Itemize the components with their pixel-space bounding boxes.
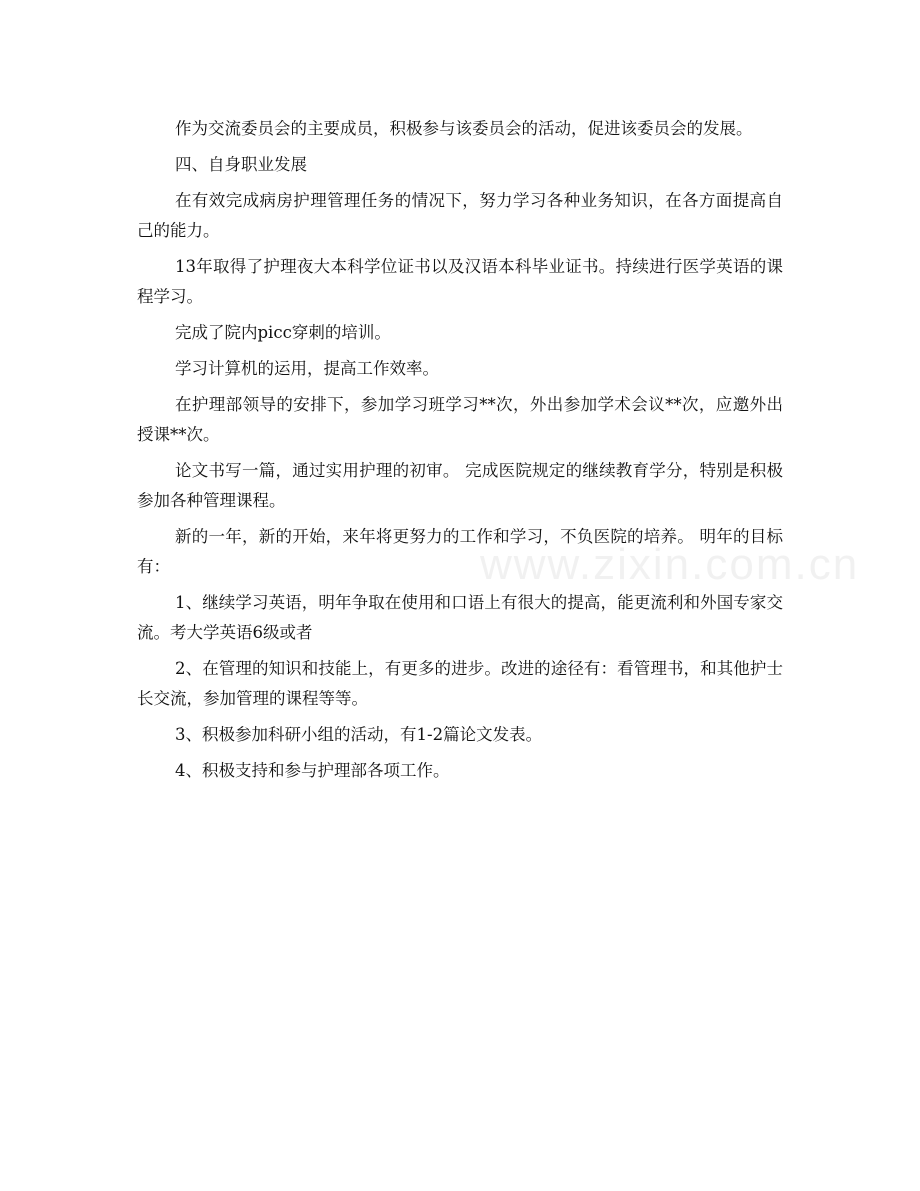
document-body [137,114,783,792]
section-heading: 四、自身职业发展 [175,155,307,174]
goal-item-3: 3、积极参加科研小组的活动，有1-2篇论文发表。 [175,725,543,744]
paragraph-7: 在护理部领导的安排下，参加学习班学习**次，外出参加学术会议**次，应邀外出授课**次。 [137,395,783,444]
goal-item-2: 2、在管理的知识和技能上，有更多的进步。改进的途径有：看管理书，和其他护士长交流，参加管理的课程等等。 [137,659,783,708]
paragraph-8: 论文书写一篇，通过实用护理的初审。 完成医院规定的继续教育学分，特别是积极参加各种管理课程。 [137,461,783,510]
goal-item-4: 4、积极支持和参与护理部各项工作。 [175,761,450,780]
paragraph-1: 作为交流委员会的主要成员，积极参与该委员会的活动，促进该委员会的发展。 [175,119,753,138]
paragraph-6: 学习计算机的运用，提高工作效率。 [175,359,439,378]
paragraph-4: 13年取得了护理夜大本科学位证书以及汉语本科毕业证书。持续进行医学英语的课程学习。 [137,257,783,306]
paragraph-5: 完成了院内picc穿刺的培训。 [175,323,391,342]
paragraph-9: 新的一年，新的开始，来年将更努力的工作和学习，不负医院的培养。 明年的目标有： [137,527,783,576]
paragraph-3: 在有效完成病房护理管理任务的情况下，努力学习各种业务知识，在各方面提高自己的能力。 [137,191,783,240]
goal-item-1: 1、继续学习英语，明年争取在使用和口语上有很大的提高，能更流利和外国专家交流。考大学英语6级或者 [137,593,783,642]
watermark: www.zixin.com.cn [480,540,860,589]
